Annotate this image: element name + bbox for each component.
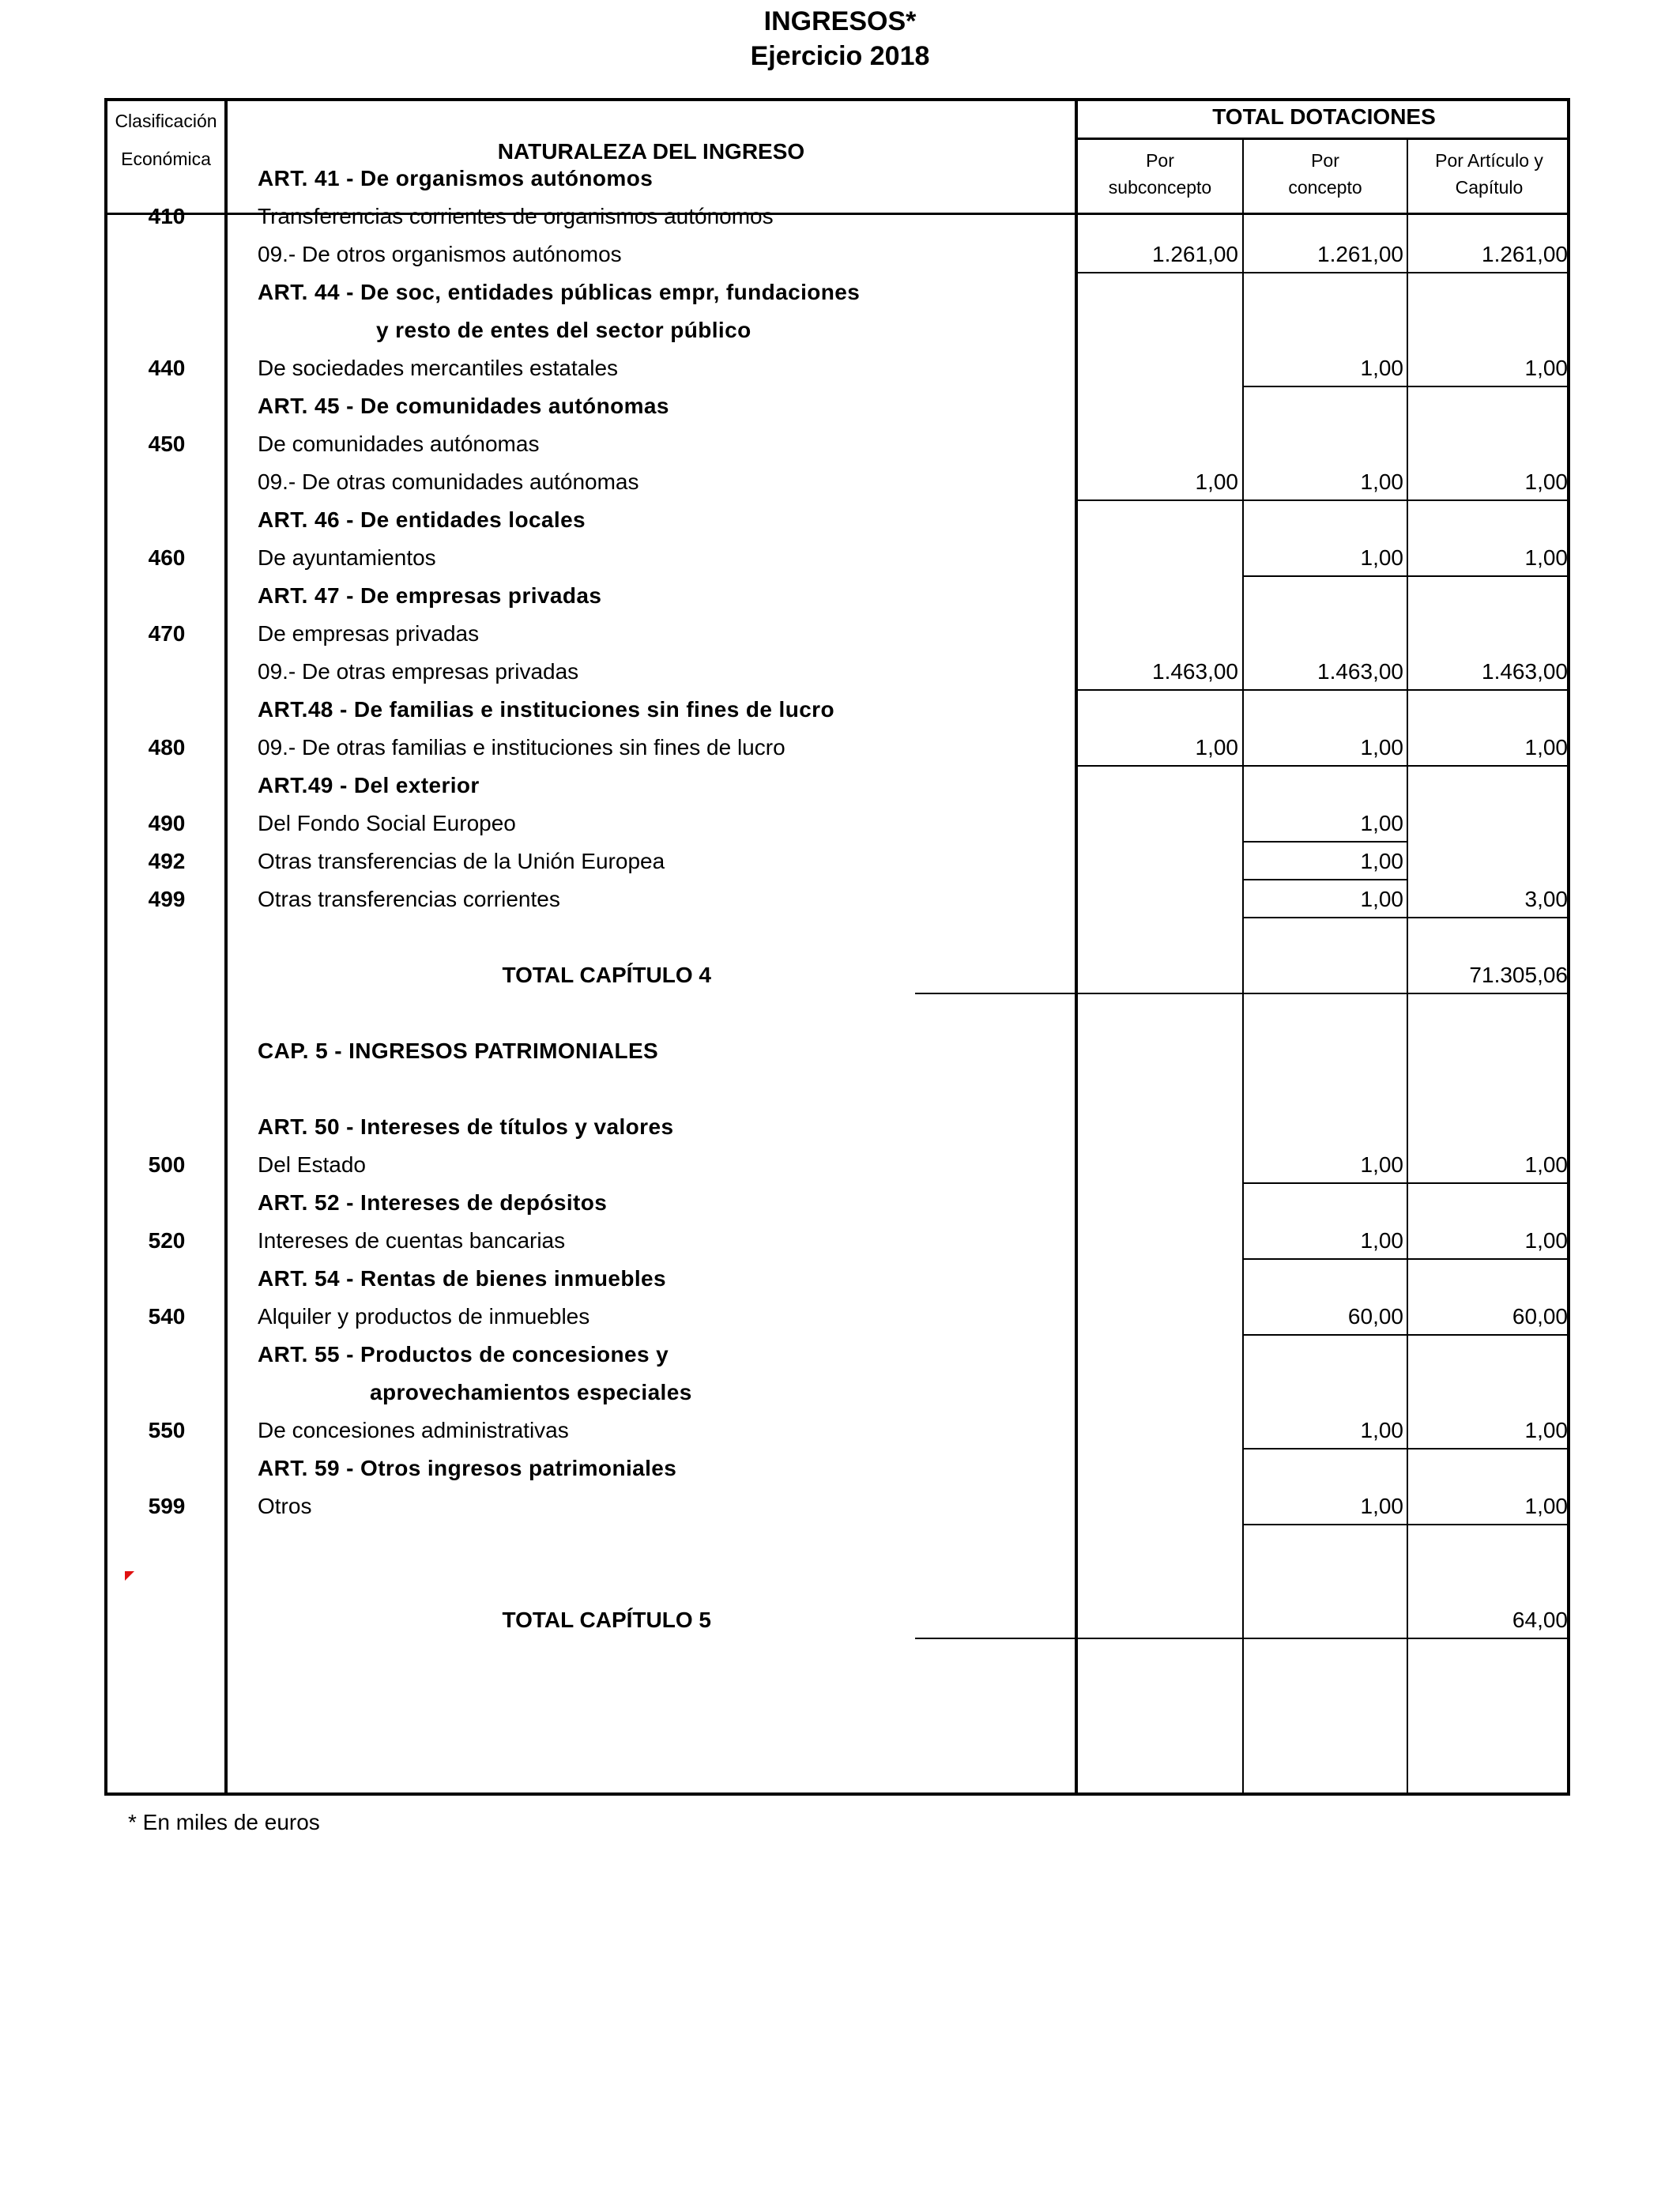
article-heading: ART. 52 - Intereses de depósitos (258, 1190, 608, 1215)
total-row (107, 1601, 1573, 1639)
table-row (107, 767, 1573, 805)
article-heading: ART. 47 - De empresas privadas (258, 583, 602, 608)
table-row (107, 805, 1573, 843)
economic-code: 540 (148, 1304, 186, 1329)
economic-code: 499 (148, 887, 186, 911)
table-row (107, 1070, 1573, 1108)
value-concepto: 1,00 (1360, 735, 1403, 760)
page-title: INGRESOS* (763, 6, 917, 36)
article-heading: ART. 41 - De organismos autónomos (258, 166, 654, 190)
economic-code: 500 (148, 1152, 186, 1177)
value-concepto: 1,00 (1360, 811, 1403, 835)
income-description: Otras transferencias corrientes (258, 887, 560, 911)
value-articulo: 1,00 (1524, 1494, 1568, 1518)
economic-code: 599 (148, 1494, 186, 1518)
article-heading: CAP. 5 - INGRESOS PATRIMONIALES (258, 1039, 659, 1063)
economic-code: 460 (148, 545, 186, 570)
value-concepto: 1.261,00 (1317, 242, 1403, 266)
economic-code: 450 (148, 432, 186, 456)
value-concepto: 1,00 (1360, 849, 1403, 873)
table-row (107, 349, 1573, 387)
table-row (107, 653, 1573, 691)
header-total-dotaciones: TOTAL DOTACIONES (1212, 104, 1436, 129)
value-concepto: 60,00 (1347, 1304, 1403, 1329)
income-description: 09.- De otras comunidades autónomas (258, 469, 639, 494)
table-row (107, 1563, 1573, 1601)
table-row (107, 463, 1573, 501)
table-row (107, 691, 1573, 729)
table-row (107, 1222, 1573, 1260)
table-row (107, 1032, 1573, 1070)
economic-code: 550 (148, 1418, 186, 1442)
table-row (107, 1184, 1573, 1222)
economic-code: 470 (148, 621, 186, 646)
income-description: Alquiler y productos de inmuebles (258, 1304, 590, 1329)
table-row (107, 880, 1573, 918)
value-concepto: 1,00 (1360, 1494, 1403, 1518)
footnote: * En miles de euros (128, 1810, 320, 1834)
header-articulo-l2: Capítulo (1455, 177, 1524, 198)
value-subconcepto: 1.261,00 (1152, 242, 1238, 266)
income-table (104, 98, 1570, 1796)
article-heading: ART. 54 - Rentas de bienes inmuebles (258, 1266, 666, 1291)
economic-code: 440 (148, 356, 186, 380)
income-description: De empresas privadas (258, 621, 480, 646)
header-subconcepto-l1: Por (1146, 150, 1174, 171)
table-row (107, 1449, 1573, 1487)
total-label: TOTAL CAPÍTULO 4 (502, 963, 711, 987)
table-row (107, 160, 1573, 198)
value-subconcepto: 1,00 (1195, 735, 1238, 760)
total-row (107, 956, 1573, 994)
total-value: 64,00 (1512, 1608, 1568, 1632)
value-concepto: 1,00 (1360, 887, 1403, 911)
comment-marker-icon (125, 1571, 134, 1581)
article-heading: ART. 59 - Otros ingresos patrimoniales (258, 1456, 677, 1480)
article-heading: ART. 45 - De comunidades autónomas (258, 394, 669, 418)
income-description: Del Fondo Social Europeo (258, 811, 516, 835)
value-articulo: 1,00 (1524, 735, 1568, 760)
value-articulo: 60,00 (1512, 1304, 1568, 1329)
income-description: 09.- De otras empresas privadas (258, 659, 579, 684)
income-description: De sociedades mercantiles estatales (258, 356, 619, 380)
table-row (107, 1298, 1573, 1336)
value-concepto: 1,00 (1360, 1152, 1403, 1177)
income-description: Otras transferencias de la Unión Europea (258, 849, 665, 873)
income-description: 09.- De otras familias e instituciones sin fines de lucro (258, 735, 785, 760)
income-description: 09.- De otros organismos autónomos (258, 242, 622, 266)
value-concepto: 1,00 (1360, 1228, 1403, 1253)
article-heading: ART. 44 - De soc, entidades públicas empr, fundaciones (258, 280, 861, 304)
value-concepto: 1,00 (1360, 356, 1403, 380)
table-row (107, 729, 1573, 767)
article-heading: ART.49 - Del exterior (258, 773, 480, 797)
table-row (107, 273, 1573, 311)
header-naturaleza: NATURALEZA DEL INGRESO (497, 139, 805, 164)
table-row (107, 1374, 1573, 1412)
table-row (107, 387, 1573, 425)
economic-code: 492 (148, 849, 186, 873)
value-articulo: 1,00 (1524, 1152, 1568, 1177)
value-concepto: 1.463,00 (1317, 659, 1403, 684)
table-row (107, 843, 1573, 880)
table-row (107, 198, 1573, 236)
article-heading: ART.48 - De familias e instituciones sin fines de lucro (258, 697, 834, 722)
table-row (107, 1487, 1573, 1525)
table-row (107, 425, 1573, 463)
table-row (107, 918, 1573, 956)
value-articulo: 1.463,00 (1482, 659, 1568, 684)
header-economica: Económica (121, 149, 211, 169)
article-heading: ART. 50 - Intereses de títulos y valores (258, 1114, 674, 1139)
table-row (107, 615, 1573, 653)
value-articulo: 1,00 (1524, 1228, 1568, 1253)
value-articulo: 1,00 (1524, 1418, 1568, 1442)
table-row (107, 311, 1573, 349)
table-row (107, 501, 1573, 539)
table-row (107, 994, 1573, 1032)
income-description: Intereses de cuentas bancarias (258, 1228, 566, 1253)
page-subtitle: Ejercicio 2018 (750, 41, 930, 71)
value-concepto: 1,00 (1360, 1418, 1403, 1442)
value-articulo: 3,00 (1524, 887, 1568, 911)
economic-code: 520 (148, 1228, 186, 1253)
header-subconcepto-l2: subconcepto (1108, 177, 1212, 198)
income-description: Transferencias corrientes de organismos autónomos (258, 204, 774, 228)
income-description: Del Estado (258, 1152, 366, 1177)
header-clasificacion: Clasificación (115, 111, 217, 131)
article-heading: ART. 55 - Productos de concesiones y (258, 1342, 669, 1367)
value-subconcepto: 1,00 (1195, 469, 1238, 494)
value-articulo: 1,00 (1524, 469, 1568, 494)
economic-code: 410 (148, 204, 186, 228)
header-articulo-l1: Por Artículo y (1435, 150, 1543, 171)
total-underline (915, 1638, 1075, 1639)
economic-code: 480 (148, 735, 186, 760)
table-row (107, 539, 1573, 577)
table-row (107, 1146, 1573, 1184)
table-row (107, 1336, 1573, 1374)
income-description: De ayuntamientos (258, 545, 436, 570)
economic-code: 490 (148, 811, 186, 835)
table-row (107, 1412, 1573, 1449)
article-heading: aprovechamientos especiales (370, 1380, 692, 1404)
article-heading: ART. 46 - De entidades locales (258, 507, 586, 532)
income-description: De concesiones administrativas (258, 1418, 569, 1442)
income-description: Otros (258, 1494, 312, 1518)
total-label: TOTAL CAPÍTULO 5 (502, 1608, 711, 1632)
header-subdivider (1076, 138, 1570, 140)
table-row (107, 1108, 1573, 1146)
table-row (107, 236, 1573, 273)
income-description: De comunidades autónomas (258, 432, 540, 456)
value-articulo: 1.261,00 (1482, 242, 1568, 266)
value-subconcepto: 1.463,00 (1152, 659, 1238, 684)
value-concepto: 1,00 (1360, 545, 1403, 570)
header-concepto-l1: Por (1311, 150, 1339, 171)
total-value: 71.305,06 (1469, 963, 1568, 987)
value-articulo: 1,00 (1524, 545, 1568, 570)
table-row (107, 1525, 1573, 1563)
value-concepto: 1,00 (1360, 469, 1403, 494)
value-articulo: 1,00 (1524, 356, 1568, 380)
table-row (107, 577, 1573, 615)
header-concepto-l2: concepto (1288, 177, 1362, 198)
article-heading: y resto de entes del sector público (376, 318, 751, 342)
table-row (107, 1260, 1573, 1298)
